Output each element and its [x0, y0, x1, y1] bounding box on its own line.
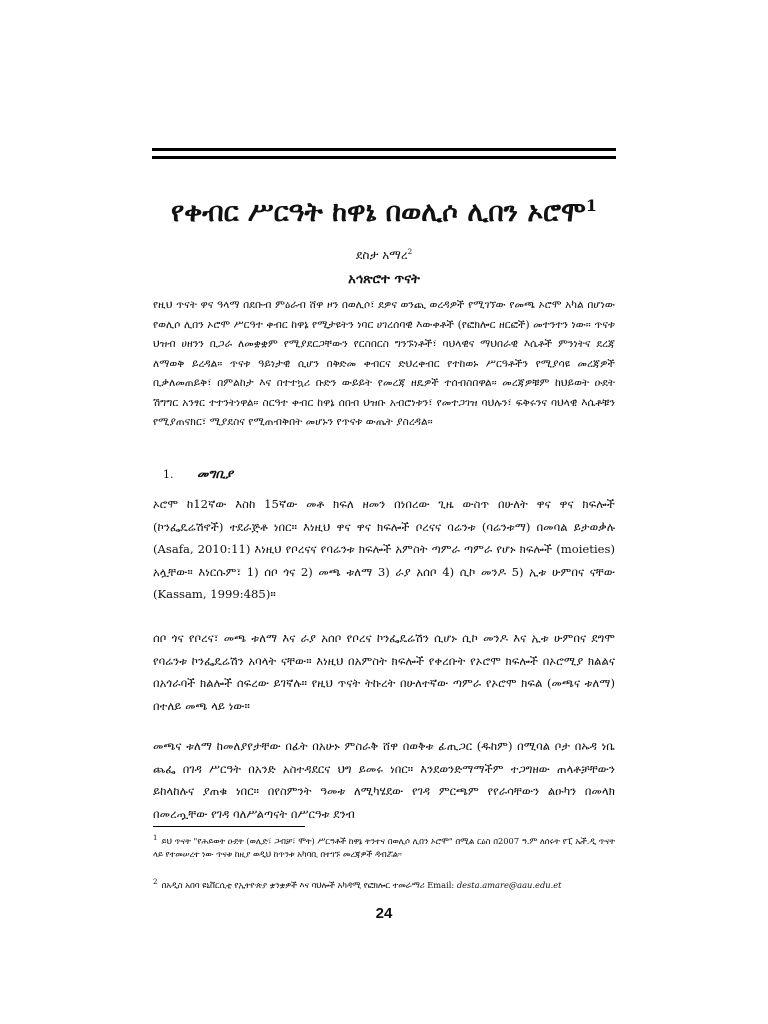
- footnote-1-text: ይህ ጥናት "የሕይወት ዑደት (ወሊድ፣ ጋብቻ፣ ሞት) ሥርዓቶች ከዋኔ ትንተና በወሊሶ ሊበን ኦሮሞ" በሚል ርዕስ በ2007 ዓ.ም ለሰሩት የፒ ኤች.ዲ ጥናት ላይ የተመሠረተ ነው ጥናቱ ከዚያ ወዲህ ከጥንቱ አካባቢ በተገኙ መረጃዎች ዳብሯል።: [153, 835, 615, 859]
- article-title-text: የቀብር ሥርዓት ከዋኔ በወሊሶ ሊበን ኦሮሞ: [170, 197, 586, 228]
- title-footnote-marker: 1: [585, 196, 598, 215]
- footnote-1-marker: 1: [153, 834, 158, 842]
- body-paragraph-1: ኦሮሞ ከ12ኛው እስከ 15ኛው መቶ ክፍለ ዘመን በነበረው ጊዜ ውስጥ በሁለት ዋና ዋና ክፍሎች (ኮንፌዴሬሽኖች) ተደራጅቶ ነበር። እነዚህ ዋና ዋና ክፍሎች ቦረናና ባሬንቱ (ባሬንቱማ) በመባል ይታወቃሉ (Asafa, 2010:11) እነዚህ የቦረናና የባሬንቱ ክፍሎች አምስት ጣምራ ጣምራ የሆኑ ክፍሎች (moieties) አሏቸው። እነርሱም፣ 1) ሰቦ ጎና 2) መጫ ቱለማ 3) ራያ አሰቦ 4) ሲኮ መንዶ 5) ኢቱ ሁምበና ናቸው (Kassam, 1999:485)።: [153, 497, 615, 601]
- footnote-2-marker: 2: [153, 878, 158, 886]
- section-title: መግቢያ: [197, 466, 233, 481]
- header-rule-bottom: [152, 156, 616, 159]
- section-heading: [163, 466, 233, 483]
- header-rule-top: [152, 148, 616, 151]
- author-email-link[interactable]: desta.amare@aau.edu.et: [456, 879, 562, 890]
- footnote-separator: [153, 826, 305, 827]
- author-name-text: ደስታ አማረ: [355, 248, 408, 262]
- body-paragraph-3: መጫና ቱለማ ከመለያየታቸው በፊት በአሁኑ ምስራቅ ሸዋ በወቅቱ ፊጢጋር (ዱከም) በሚባል ቦታ በኡዳ ነቤ ጨፌ በገዳ ሥርዓት በአንድ አስተዳደርና ህግ ይመሩ ነበር። እንደወንድማማችም ተጋግዘው ጠላቶቻቸውን ይከላከሉና ያጠቁ ነበር። በየስምንት ዓመቱ ለሚካሄደው የገዳ ምርጫም የየራሳቸውን ልዑካን በመላክ በመረጧቸው የገዳ ባለሥልጣናት በሥርዓቱ ደንብ: [153, 739, 615, 821]
- footnote-1: [153, 832, 615, 861]
- section-number: 1.: [163, 468, 174, 481]
- footnote-2-text: በአዲስ አበባ ዩኒቨርሲቲ የኢትዮጵያ ቋንቋዎች እና ባህሎች አካዳሚ የፎክሎር ተመራማሪ Email:: [161, 879, 455, 890]
- author-footnote-marker: 2: [407, 247, 413, 256]
- article-title: [120, 188, 648, 231]
- footnote-2: [153, 876, 615, 892]
- abstract-heading: አኅጽሮተ ጥናት: [348, 272, 420, 287]
- abstract-body: የዚህ ጥናት ዋና ዓላማ በደቡብ ምዕራብ ሸዋ ዞን በወሊሶ፣ ደዎና ወንጪ ወረዳዎች የሚገኘው የመጫ ኦሮሞ አካል በሆነው የወሊሶ ሊበን ኦሮሞ ሥርዓተ ቀብር ከዋኔ የሚታዩትን ነባር ሀገረሰባዊ እውቀቶች (የፎክሎር ዘርፎች) መተንተን ነው። ጥናቱ ህዝብ ሀዘንን ቢጋራ ለመቋቋም የሚያደርጋቸውን የርስበርስ ግንኙነቶች፣ ባህላዊና ማህበራዊ እሴቶች ምንነትና ደረጃ ለማወቅ ይረዳል። ጥናቱ ዓይነታዊ ሲሆን በቅድመ ቀብርና ድህረቀብር የተከወኑ ሥርዓቶችን የሚያሳዩ መረጃዎች ቢቃለመጠይቅ፣ በምልከታ እና በተተኳሪ ቡድን ውይይት የመረጃ ዘዴዎች ተሰብስበዋል። መረጃዎቹም ከህይወት ዑደት ሽግግር አንፃር ተተንትነዋል። ስርዓተ ቀብር ከዋኔ ሰበብ ህዝቡ አብሮነቱን፣ የመተጋገዝ ባህሉን፣ ፍቅሩንና ባህላዊ እሴቶቹን የሚያጠናክር፣ ሚያደስና የሚጠብቅበት መሆኑን የጥናቱ ውጤት ያስረዳል።: [153, 299, 615, 428]
- body-paragraph-2: ሰቦ ጎና የቦረና፣ መጫ ቱለማ እና ራያ አሰቦ የቦረና ኮንፌዴሬሽን ሲሆኑ ሲኮ መንዶ እና ኢቱ ሁምበና ደግሞ የባሬንቱ ኮንፌዴሬሽን አባላት ናቸው። እነዚህ በአምስት ክፍሎች የቀረቡት የኦሮሞ ክፍሎች በኦሮሚያ ክልልና በአጎራባች ክልሎች ሰፍረው ይገኛሉ። የዚህ ጥናት ትኩረት በሁለተኛው ጣምራ የኦሮሞ ክፍል (መጫና ቱለማ) በተለይ መጫ ላይ ነው።: [153, 631, 615, 713]
- page-number: 24: [375, 905, 393, 922]
- author-name: [120, 244, 648, 263]
